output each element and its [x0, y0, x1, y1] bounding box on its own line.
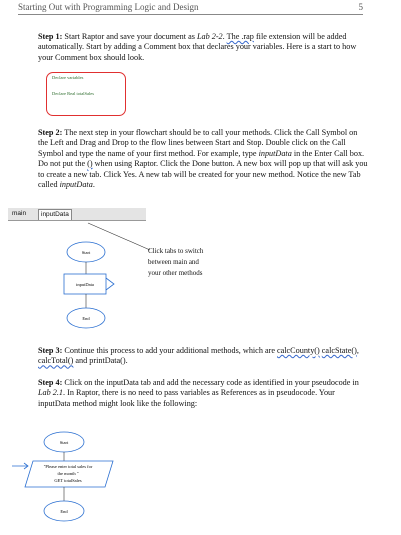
step1-text-c: file extension will be added automatically. Start by adding a Comment box that declares your variables. Here is a start to how your Comment box should look.: [38, 32, 357, 62]
comment-box: [46, 72, 126, 116]
flowchart-inputdata: [0, 425, 140, 535]
comment-line-1: Declare variables: [52, 75, 84, 80]
flow2-start-text: Start: [59, 440, 69, 445]
step2-text-d: .: [92, 180, 95, 190]
sep2: ,: [356, 346, 359, 355]
lab-ref: Lab 2.1: [38, 388, 64, 398]
header-title: Starting Out with Programming Logic and Design: [18, 2, 199, 12]
step2-text-b: in the Enter Call box. Do not put the: [38, 148, 365, 169]
step4-text-b: . In Raptor, there is no need to pass variables as References as in pseudocode. Your inputData method might look like the following:: [38, 388, 335, 408]
flow1-end-text: End: [82, 316, 90, 321]
method-name-2: inputData: [59, 180, 93, 190]
step2-paragraph: [38, 128, 368, 190]
rap-extension: The .rap: [226, 32, 254, 41]
step2-text: The next step in your flowchart should be to call your methods. Click the Call Symbol on the Left and Drag and Drop to the flow lines between Start and Stop. Double click on the Call Symbol and type the name of your first method. For example, type: [38, 128, 358, 158]
step1-text-b: .: [222, 32, 227, 41]
flow1-start-text: Start: [81, 250, 91, 255]
step2-label: Step 2:: [38, 128, 63, 137]
step3-text-b: and printData().: [73, 356, 128, 366]
flow2-io-line-3: GET totalSales: [54, 478, 82, 483]
step1-paragraph: [38, 32, 368, 63]
flow2-input-arrow: [12, 463, 28, 469]
flow1-call-arrow: [106, 278, 114, 290]
lab-name: Lab 2-2: [196, 32, 223, 41]
method-calcstate: calcState(): [321, 346, 357, 355]
step4-text: Click on the inputData tab and add the necessary code as identified in your pseudocode in: [62, 378, 359, 387]
flow2-end-text: End: [60, 509, 68, 514]
flow2-io-line-2: the month ": [57, 471, 79, 476]
step3-paragraph: [38, 346, 368, 367]
method-calctotal: calcTotal(): [38, 356, 74, 366]
callout-line-1: Click tabs to switch: [148, 247, 204, 255]
step3-text: Continue this process to add your additional methods, which are: [62, 346, 277, 355]
method-name: inputData: [258, 148, 292, 158]
step4-label: Step 4:: [38, 378, 63, 387]
tab-main[interactable]: main: [12, 210, 27, 217]
callout-line-2: between main and: [148, 258, 199, 266]
step3-label: Step 3:: [38, 346, 63, 355]
flow2-io-line-1: "Please enter total sales for: [43, 464, 93, 469]
callout-text: [148, 246, 228, 279]
step4-paragraph: [38, 378, 368, 409]
page-number: 5: [358, 2, 363, 12]
step1-label: Step 1:: [38, 32, 63, 41]
step2-text-c: when using Raptor. Click the Done button. A new box will pop up that will ask you to create a new tab. Click Yes. A new tab will be created for your new method. Notice the new Tab called: [38, 159, 368, 190]
callout-line-3: your other methods: [148, 269, 203, 277]
page-header: [18, 2, 363, 15]
comment-line-2: Declare Real totalSales: [52, 91, 94, 96]
step1-text: Start Raptor and save your document as: [62, 32, 197, 41]
flow1-call-text: inputData: [76, 282, 94, 287]
parens: (): [87, 159, 93, 169]
tab-inputdata[interactable]: inputData: [38, 209, 72, 220]
method-calccounty: calcCounty(): [277, 346, 320, 355]
